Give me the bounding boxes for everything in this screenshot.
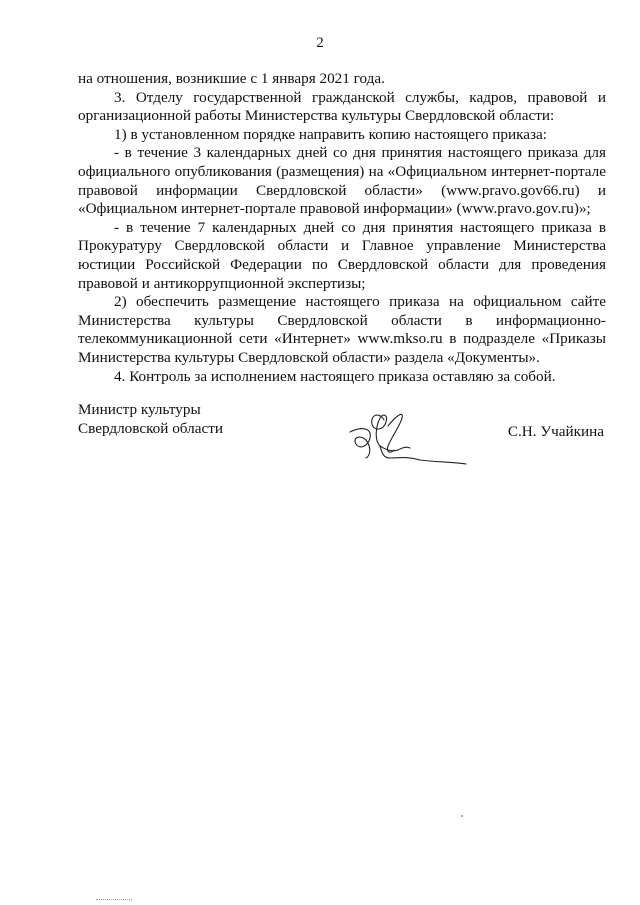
scan-speck <box>461 815 463 817</box>
handwritten-signature <box>340 406 472 468</box>
paragraph: 1) в установленном порядке направить копию настоящего приказа: <box>114 125 547 143</box>
document-body <box>78 70 606 386</box>
paragraph: на отношения, возникшие с 1 января 2021 года. <box>78 70 385 87</box>
signature-block <box>78 400 606 480</box>
footer-rule <box>96 899 132 900</box>
signatory-title-line: Министр культуры <box>78 401 201 418</box>
signatory-title <box>78 400 223 438</box>
paragraph: - в течение 3 календарных дней со дня принятия настоящего приказа для официального опубликования (размещения) на «Официальном интернет-портале правовой информации Свердловской области» (www.pravo.gov66.ru) и «Официальном интернет-портале правовой информации» (www.pravo.gov.ru)»; <box>78 144 606 218</box>
signatory-title-line: Свердловской области <box>78 420 223 437</box>
paragraph: 4. Контроль за исполнением настоящего приказа оставляю за собой. <box>114 367 556 385</box>
paragraph: 2) обеспечить размещение настоящего приказа на официальном сайте Министерства культуры Свердловской области в информационно-телекоммуникационной сети «Интернет» www.mkso.ru в подразделе «Приказы Министерства культуры Свердловской области» раздела «Документы». <box>78 293 606 366</box>
paragraph: 3. Отделу государственной гражданской службы, кадров, правовой и организационной работы Министерства культуры Свердловской области: <box>78 88 606 125</box>
paragraph: - в течение 7 календарных дней со дня принятия настоящего приказа в Прокуратуру Свердловской области и Главное управление Министерства юстиции Российской Федерации по Свердловской области для проведения правовой и антикоррупционной экспертизы; <box>78 218 606 292</box>
signatory-name: С.Н. Учайкина <box>507 423 604 440</box>
page-number: 2 <box>316 35 324 51</box>
